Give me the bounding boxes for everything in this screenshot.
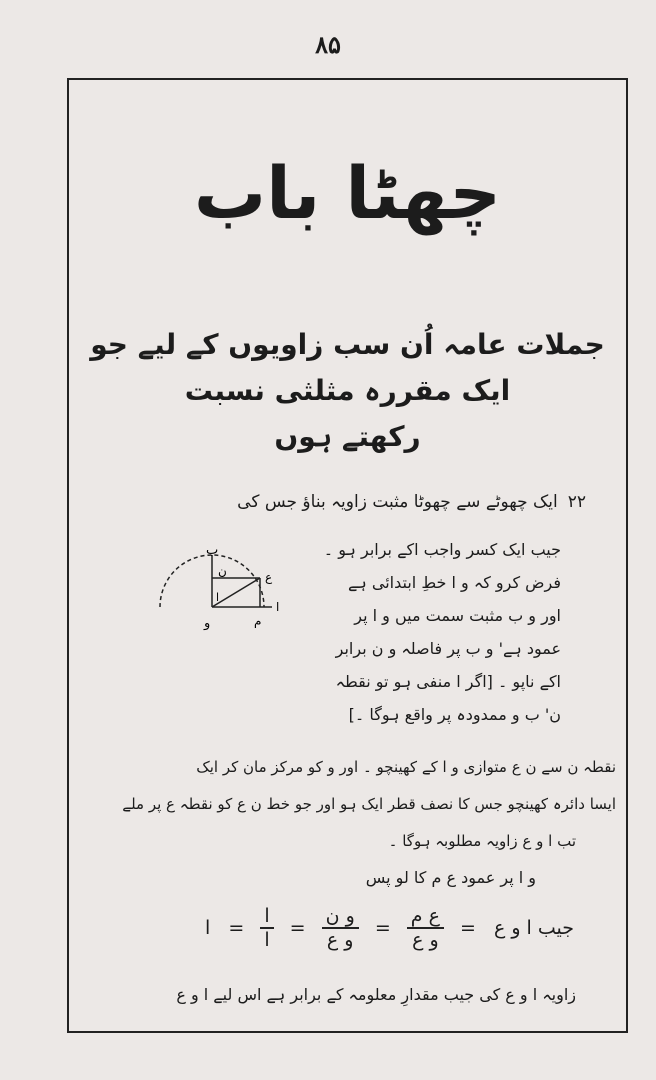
sine-formula <box>80 905 580 969</box>
figure-radius-line <box>212 578 260 607</box>
figure-label-a: ا <box>276 600 280 614</box>
problem-line-12: زاویہ ا و ع کی جیب مقدارِ معلومہ کے برابر ہے اس لیے ا و ع <box>176 985 576 1004</box>
figure-label-side: ا <box>216 591 220 604</box>
problem-line-8: نقطہ ن سے ن ع متوازی و ا کے کھینچو ۔ اور و کو مرکز مان کر ایک <box>196 758 616 776</box>
chapter-subtitle-line-1: جملات عامہ اُن سب زاویوں کے لیے جو ایک مقررہ مثلثی نسبت <box>90 328 605 408</box>
figure-label-e: ع <box>265 570 273 584</box>
figure-label-m: م <box>254 614 262 628</box>
problem-text-1: ایک چھوٹے سے چھوٹا مثبت زاویہ بناؤ جس کی <box>237 492 558 512</box>
problem-line-5: عمود ہے' و ب پر فاصلہ و ن برابر <box>335 639 561 658</box>
formula-fraction-3-denominator: ا <box>264 929 270 951</box>
formula-rhs: ا <box>205 917 211 939</box>
problem-line-11: و ا پر عمود ع م کا لو پس <box>365 868 536 887</box>
chapter-subtitle <box>80 322 615 461</box>
formula-fraction-3 <box>260 905 273 951</box>
problem-number: ۲۲ <box>567 492 586 512</box>
formula-fraction-1-denominator: و ع <box>412 929 439 951</box>
problem-line-1 <box>86 492 586 513</box>
problem-line-9: ایسا دائرہ کھینچو جس کا نصف قطر ایک ہو اور جو خط ن ع کو نقطہ ع پر ملے <box>122 795 616 813</box>
chapter-subtitle-line-2: رکھتے ہوں <box>274 420 421 454</box>
formula-fraction-2-numerator: و ن <box>322 905 359 929</box>
formula-fraction-3-numerator: ا <box>260 905 273 929</box>
page-number: ۸۵ <box>315 30 341 59</box>
formula-fraction-2-denominator: و ع <box>326 929 354 951</box>
problem-line-4: اور و ب مثبت سمت میں و ا پر <box>354 606 561 625</box>
problem-line-3: فرض کرو کہ و ا خطِ ابتدائی ہے <box>348 573 561 592</box>
formula-equals-1: = <box>459 917 476 939</box>
formula-lhs: جیب ا و ع <box>493 917 574 939</box>
figure-label-w: و <box>204 616 211 631</box>
problem-line-2: جیب ایک کسر واجب اکے برابر ہو ۔ <box>323 540 561 559</box>
formula-equals-4: = <box>228 917 245 939</box>
geometry-figure <box>150 545 290 655</box>
problem-line-10: تب ا و ع زاویہ مطلوبہ ہوگا ۔ <box>388 832 576 850</box>
formula-fraction-1 <box>407 905 444 951</box>
figure-label-b: ب <box>206 545 219 558</box>
figure-label-n: ن <box>218 564 227 578</box>
formula-equals-3: = <box>289 917 306 939</box>
formula-equals-2: = <box>374 917 391 939</box>
problem-line-7: ن' ب و ممدودہ پر واقع ہوگا ۔] <box>348 705 561 724</box>
problem-line-6: اکے ناپو ۔ [اگر ا منفی ہو تو نقطہ <box>335 672 561 691</box>
formula-fraction-1-numerator: ع م <box>407 905 444 929</box>
formula-fraction-2 <box>322 905 359 951</box>
chapter-title: چھٹا باب <box>193 151 502 235</box>
